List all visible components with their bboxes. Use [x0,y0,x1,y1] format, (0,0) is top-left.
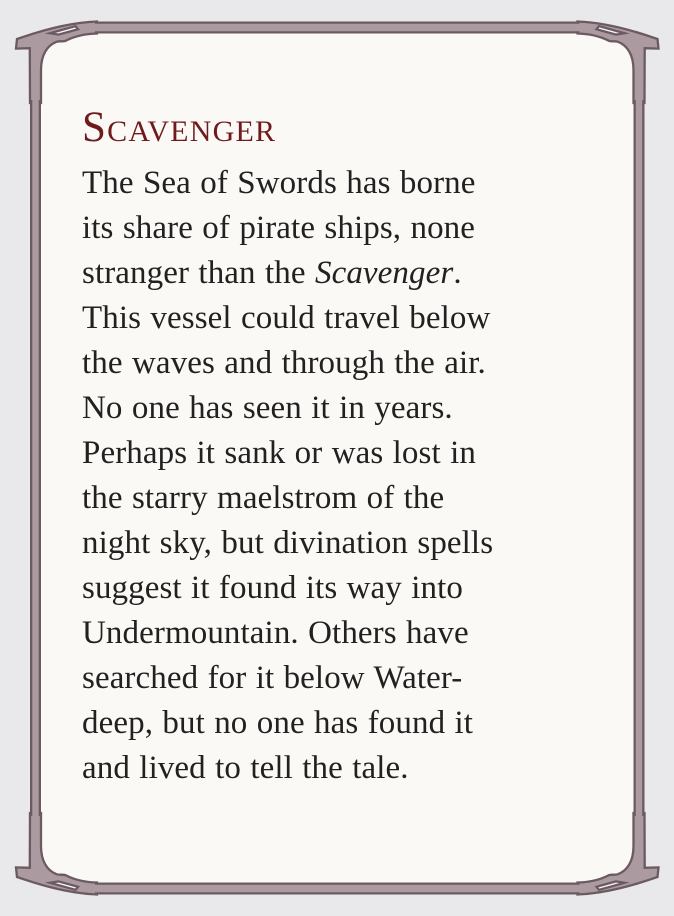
text-line: deep, but no one has found it [82,705,474,741]
text-line: its share of pirate ships, none [82,210,476,246]
text-line: stranger than the Scavenger. [82,255,462,291]
ship-name-italic: Scavenger [314,255,454,291]
text-line: This vessel could travel below [82,300,491,336]
text-line: Perhaps it sank or was lost in [82,435,476,471]
section-heading: Scavenger [82,104,277,151]
text-line: No one has seen it in years. [82,390,453,426]
text-line: suggest it found its way into [82,570,463,606]
text-line: the waves and through the air. [82,345,486,381]
text-line: The Sea of Swords has borne [82,165,476,201]
text-line: night sky, but divination spells [82,525,494,561]
text-line: and lived to tell the tale. [82,750,409,786]
text-line: the starry maelstrom of the [82,480,445,516]
text-line: Undermountain. Others have [82,615,469,651]
excerpt-paragraph [82,161,627,791]
text-line: searched for it below Water- [82,660,463,696]
excerpt-content [82,104,627,791]
